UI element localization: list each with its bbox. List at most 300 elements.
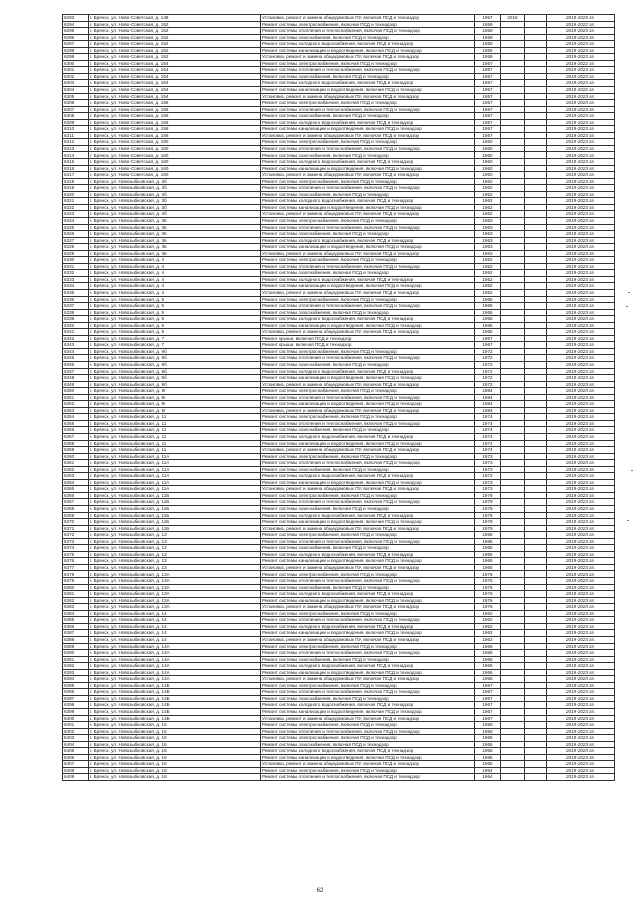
period-cell: 2019-2023 гг.: [547, 748, 615, 755]
row-number-cell: 6295: [63, 28, 89, 35]
period-cell: 2019-2023 гг.: [547, 407, 615, 414]
work-type-cell: Установка, ремонт и замена общедомовых ПУ, включая ПСД и технадзор: [261, 676, 475, 683]
address-cell: г. Брянск, ул. Новозыбковская, д. 14: [89, 610, 261, 617]
work-type-cell: Ремонт системы электроснабжения, включая ПСД и технадзор: [261, 388, 475, 395]
period-cell: 2019-2023 гг.: [547, 591, 615, 598]
period-cell: 2019-2023 гг.: [547, 159, 615, 166]
period-cell: 2019-2023 гг.: [547, 381, 615, 388]
row-number-cell: 6398: [63, 702, 89, 709]
work-type-cell: Ремонт крыши, включая ПСД и технадзор: [261, 335, 475, 342]
address-cell: г. Брянск, ул. Новозыбковская, д. 14: [89, 617, 261, 624]
build-year-cell: 1959: [475, 54, 501, 61]
work-type-cell: Ремонт системы канализации и водоотведения, включая ПСД и технадзор: [261, 440, 475, 447]
work-type-cell: Установка, ремонт и замена общедомовых ПУ, включая ПСД и технадзор: [261, 54, 475, 61]
address-cell: г. Брянск, ул. Новозыбковская, д. 9г: [89, 401, 261, 408]
work-type-cell: Ремонт системы канализации и водоотведения, включая ПСД и технадзор: [261, 244, 475, 251]
period-cell: 2019-2023 гг.: [547, 532, 615, 539]
row-number-cell: 6300: [63, 60, 89, 67]
row-number-cell: 6359: [63, 447, 89, 454]
work-type-cell: Ремонт системы электроснабжения, включая ПСД и технадзор: [261, 492, 475, 499]
row-number-cell: 6348: [63, 375, 89, 382]
address-cell: г. Брянск, ул. Новозыбковская, д. 4: [89, 276, 261, 283]
period-cell: 2019-2023 гг.: [547, 623, 615, 630]
period-cell: 2019-2023 гг.: [547, 145, 615, 152]
address-cell: г. Брянск, ул. Новозыбковская, д. 14: [89, 623, 261, 630]
work-type-cell: Установка, ремонт и замена общедомовых ПУ, включая ПСД и технадзор: [261, 604, 475, 611]
build-year-cell: 1963: [475, 231, 501, 238]
work-type-cell: Ремонт системы канализации и водоотведения, включая ПСД и технадзор: [261, 401, 475, 408]
period-cell: 2019-2023 гг.: [547, 643, 615, 650]
period-cell: 2019-2023 гг.: [547, 342, 615, 349]
row-number-cell: 6335: [63, 289, 89, 296]
address-cell: г. Брянск, ул. Новозыбковская, д. 14Б: [89, 708, 261, 715]
build-year-cell: 1966: [475, 650, 501, 657]
address-cell: г. Брянск, ул. Новозыбковская, д. 11А: [89, 466, 261, 473]
work-type-cell: Ремонт системы отопления и теплоснабжения, включая ПСД и технадзор: [261, 303, 475, 310]
address-cell: г. Брянск, ул. Новозыбковская, д. 14Б: [89, 689, 261, 696]
work-type-cell: Ремонт системы канализации и водоотведения, включая ПСД и технадзор: [261, 558, 475, 565]
build-year-cell: 1962: [475, 623, 501, 630]
row-number-cell: 6382: [63, 597, 89, 604]
repair-schedule-table: [62, 14, 615, 781]
row-number-cell: 6334: [63, 283, 89, 290]
work-type-cell: Установка, ремонт и замена общедомовых ПУ, включая ПСД и технадзор: [261, 289, 475, 296]
address-cell: г. Брянск, ул. Ново-Советская, д. 156: [89, 100, 261, 107]
address-cell: г. Брянск, ул. Новозыбковская, д. 7: [89, 342, 261, 349]
period-cell: 2019-2023 гг.: [547, 283, 615, 290]
address-cell: г. Брянск, ул. Новозыбковская, д. 7: [89, 335, 261, 342]
build-year-cell: 1967: [475, 708, 501, 715]
address-cell: г. Брянск, ул. Новозыбковская, д. 11Б: [89, 512, 261, 519]
build-year-cell: 1957: [475, 106, 501, 113]
address-cell: г. Брянск, ул. Новозыбковская, д. 14А: [89, 676, 261, 683]
work-type-cell: Ремонт системы электроснабжения, включая ПСД и технадзор: [261, 217, 475, 224]
period-cell: 2019-2023 гг.: [547, 617, 615, 624]
period-cell: 2019-2023 гг.: [547, 375, 615, 382]
address-cell: г. Брянск, ул. Новозыбковская, д. 16: [89, 754, 261, 761]
address-cell: г. Брянск, ул. Новозыбковская, д. 13А: [89, 597, 261, 604]
row-number-cell: 6304: [63, 87, 89, 94]
build-year-cell: 1958: [475, 722, 501, 729]
work-type-cell: Ремонт системы газоснабжения, включая ПСД и технадзор: [261, 270, 475, 277]
address-cell: г. Брянск, ул. Новозыбковская, д. 3б: [89, 204, 261, 211]
row-number-cell: 6326: [63, 231, 89, 238]
address-cell: г. Брянск, ул. Новозыбковская, д. 3б: [89, 191, 261, 198]
work-type-cell: Ремонт системы электроснабжения, включая ПСД и технадзор: [261, 100, 475, 107]
build-year-cell: 1974: [475, 414, 501, 421]
period-cell: 2019-2023 гг.: [547, 774, 615, 781]
period-cell: 2019-2023 гг.: [547, 250, 615, 257]
row-number-cell: 6336: [63, 296, 89, 303]
address-cell: г. Брянск, ул. Новозыбковская, д. 5: [89, 322, 261, 329]
period-cell: 2019-2023 гг.: [547, 185, 615, 192]
build-year-cell: 1952: [475, 283, 501, 290]
row-number-cell: 6357: [63, 434, 89, 441]
work-type-cell: Ремонт системы отопления и теплоснабжения, включая ПСД и технадзор: [261, 578, 475, 585]
build-year-cell: 1965: [475, 735, 501, 742]
work-type-cell: Ремонт системы электроснабжения, включая ПСД и технадзор: [261, 532, 475, 539]
work-type-cell: Ремонт системы отопления и теплоснабжения, включая ПСД и технадзор: [261, 67, 475, 74]
period-cell: 2019-2023 гг.: [547, 741, 615, 748]
build-year-cell: 1962: [475, 617, 501, 624]
address-cell: г. Брянск, ул. Новозыбковская, д. 4: [89, 283, 261, 290]
address-cell: г. Брянск, ул. Новозыбковская, д. 11Б: [89, 499, 261, 506]
period-cell: 2019-2023 гг.: [547, 348, 615, 355]
row-number-cell: 6330: [63, 257, 89, 264]
work-type-cell: Ремонт системы отопления и теплоснабжения, включая ПСД и технадзор: [261, 650, 475, 657]
work-type-cell: Ремонт системы холодного водоснабжения, включая ПСД и технадзор: [261, 512, 475, 519]
address-cell: г. Брянск, ул. Новозыбковская, д. 11А: [89, 486, 261, 493]
address-cell: г. Брянск, ул. Новозыбковская, д. 3б: [89, 198, 261, 205]
period-cell: 2019-2023 гг.: [547, 676, 615, 683]
row-number-cell: 6396: [63, 689, 89, 696]
build-year-cell: 1957: [475, 80, 501, 87]
period-cell: 2019-2023 гг.: [547, 237, 615, 244]
address-cell: г. Брянск, ул. Новозыбковская, д. 3б: [89, 178, 261, 185]
work-type-cell: Ремонт системы канализации и водоотведения, включая ПСД и технадзор: [261, 519, 475, 526]
period-cell: 2019-2023 гг.: [547, 191, 615, 198]
row-number-cell: 6353: [63, 407, 89, 414]
work-type-cell: Ремонт системы холодного водоснабжения, включая ПСД и технадзор: [261, 80, 475, 87]
work-type-cell: Ремонт системы канализации и водоотведения, включая ПСД и технадзор: [261, 322, 475, 329]
address-cell: г. Брянск, ул. Новозыбковская, д. 13: [89, 564, 261, 571]
address-cell: г. Брянск, ул. Новозыбковская, д. 9г: [89, 407, 261, 414]
build-year-cell: 1957: [475, 73, 501, 80]
row-number-cell: 6366: [63, 492, 89, 499]
period-cell: 2019-2023 гг.: [547, 695, 615, 702]
build-year-cell: 1962: [475, 198, 501, 205]
period-cell: 2019-2023 гг.: [547, 217, 615, 224]
work-type-cell: Ремонт системы отопления и теплоснабжения, включая ПСД и технадзор: [261, 774, 475, 781]
row-number-cell: 6350: [63, 388, 89, 395]
period-cell: 2019-2023 гг.: [547, 54, 615, 61]
address-cell: г. Брянск, ул. Новозыбковская, д. 14: [89, 630, 261, 637]
build-year-cell: 1973: [475, 466, 501, 473]
address-cell: г. Брянск, ул. Новозыбковская, д. 4: [89, 289, 261, 296]
row-number-cell: 6390: [63, 650, 89, 657]
address-cell: г. Брянск, ул. Новозыбковская, д. 13: [89, 532, 261, 539]
build-year-cell: 1957: [475, 132, 501, 139]
build-year-cell: 1957: [475, 15, 501, 22]
row-number-cell: 6403: [63, 735, 89, 742]
period-cell: 2019-2023 гг.: [547, 722, 615, 729]
work-type-cell: Ремонт системы холодного водоснабжения, включая ПСД и технадзор: [261, 159, 475, 166]
address-cell: г. Брянск, ул. Новозыбковская, д. 16: [89, 761, 261, 768]
build-year-cell: 1979: [475, 512, 501, 519]
period-cell: 2019-2023 гг.: [547, 67, 615, 74]
work-type-cell: Ремонт системы электроснабжения, включая ПСД и технадзор: [261, 21, 475, 28]
address-cell: г. Брянск, ул. Новозыбковская, д. 13: [89, 558, 261, 565]
build-year-cell: 1972: [475, 355, 501, 362]
build-year-cell: 1967: [475, 335, 501, 342]
address-cell: г. Брянск, ул. Новозыбковская, д. 14А: [89, 669, 261, 676]
row-number-cell: 6371: [63, 525, 89, 532]
row-number-cell: 6329: [63, 250, 89, 257]
row-number-cell: 6362: [63, 466, 89, 473]
address-cell: г. Брянск, ул. Новозыбковская, д. 5: [89, 316, 261, 323]
period-cell: 2019-2023 гг.: [547, 270, 615, 277]
work-type-cell: Установка, ремонт и замена общедомовых ПУ, включая ПСД и технадзор: [261, 486, 475, 493]
address-cell: г. Брянск, ул. Новозыбковская, д. 14: [89, 636, 261, 643]
build-year-cell: 1957: [475, 126, 501, 133]
work-type-cell: Ремонт системы отопления и теплоснабжения, включая ПСД и технадзор: [261, 728, 475, 735]
build-year-cell: 1974: [475, 434, 501, 441]
address-cell: г. Брянск, ул. Ново-Советская, д. 160: [89, 152, 261, 159]
row-number-cell: 6402: [63, 728, 89, 735]
period-cell: 2019-2023 гг.: [547, 682, 615, 689]
address-cell: г. Брянск, ул. Ново-Советская, д. 160: [89, 139, 261, 146]
period-cell: 2019-2023 гг.: [547, 296, 615, 303]
period-cell: 2019-2023 гг.: [547, 473, 615, 480]
row-number-cell: 6324: [63, 217, 89, 224]
period-cell: 2019-2023 гг.: [547, 276, 615, 283]
period-cell: 2019-2023 гг.: [547, 545, 615, 552]
address-cell: г. Брянск, ул. Новозыбковская, д. 16: [89, 741, 261, 748]
period-cell: 2019-2023 гг.: [547, 728, 615, 735]
period-cell: 2019-2023 гг.: [547, 427, 615, 434]
work-type-cell: Ремонт системы газоснабжения, включая ПСД и технадзор: [261, 427, 475, 434]
address-cell: г. Брянск, ул. Новозыбковская, д. 14А: [89, 650, 261, 657]
address-cell: г. Брянск, ул. Ново-Советская, д. 156: [89, 113, 261, 120]
row-number-cell: 6407: [63, 761, 89, 768]
work-type-cell: Ремонт системы газоснабжения, включая ПСД и технадзор: [261, 545, 475, 552]
address-cell: г. Брянск, ул. Новозыбковская, д. 9б: [89, 381, 261, 388]
work-type-cell: Установка, ремонт и замена общедомовых ПУ, включая ПСД и технадзор: [261, 132, 475, 139]
build-year-cell: 1957: [475, 119, 501, 126]
period-cell: 2019-2023 гг.: [547, 499, 615, 506]
row-number-cell: 6328: [63, 244, 89, 251]
row-number-cell: 6352: [63, 401, 89, 408]
build-year-cell: 1960: [475, 159, 501, 166]
build-year-cell: 1964: [475, 774, 501, 781]
work-type-cell: Ремонт системы электроснабжения, включая ПСД и технадзор: [261, 139, 475, 146]
period-cell: 2019-2023 гг.: [547, 558, 615, 565]
row-number-cell: 6376: [63, 558, 89, 565]
work-type-cell: Ремонт системы газоснабжения, включая ПСД и технадзор: [261, 231, 475, 238]
address-cell: г. Брянск, ул. Новозыбковская, д. 3б: [89, 185, 261, 192]
build-year-cell: 1973: [475, 460, 501, 467]
row-number-cell: 6387: [63, 630, 89, 637]
period-cell: 2019-2023 гг.: [547, 715, 615, 722]
row-number-cell: 6316: [63, 165, 89, 172]
row-number-cell: 6317: [63, 172, 89, 179]
period-cell: 2019-2023 гг.: [547, 316, 615, 323]
build-year-cell: 1984: [475, 394, 501, 401]
address-cell: г. Брянск, ул. Новозыбковская, д. 13: [89, 538, 261, 545]
address-cell: г. Брянск, ул. Новозыбковская, д. 9г: [89, 394, 261, 401]
work-type-cell: Ремонт системы холодного водоснабжения, включая ПСД и технадзор: [261, 591, 475, 598]
build-year-cell: 1962: [475, 204, 501, 211]
address-cell: г. Брянск, ул. Новозыбковская, д. 3б: [89, 211, 261, 218]
work-type-cell: Ремонт системы холодного водоснабжения, включая ПСД и технадзор: [261, 198, 475, 205]
period-cell: 2019-2023 гг.: [547, 401, 615, 408]
period-cell: 2019-2023 гг.: [547, 231, 615, 238]
row-number-cell: 6349: [63, 381, 89, 388]
row-number-cell: 6389: [63, 643, 89, 650]
address-cell: г. Брянск, ул. Ново-Советская, д. 152: [89, 54, 261, 61]
build-year-cell: 1976: [475, 584, 501, 591]
address-cell: г. Брянск, ул. Ново-Советская, д. 154: [89, 67, 261, 74]
work-type-cell: Ремонт системы электроснабжения, включая ПСД и технадзор: [261, 682, 475, 689]
work-type-cell: Ремонт системы канализации и водоотведения, включая ПСД и технадзор: [261, 375, 475, 382]
row-number-cell: 6360: [63, 453, 89, 460]
build-year-cell: 1976: [475, 604, 501, 611]
row-number-cell: 6296: [63, 34, 89, 41]
period-cell: 2019-2022 гг.: [547, 87, 615, 94]
table-row: [63, 774, 615, 781]
work-type-cell: Ремонт системы электроснабжения, включая ПСД и технадзор: [261, 296, 475, 303]
address-cell: г. Брянск, ул. Новозыбковская, д. 3в: [89, 217, 261, 224]
address-cell: г. Брянск, ул. Ново-Советская, д. 154: [89, 73, 261, 80]
build-year-cell: 1957: [475, 113, 501, 120]
build-year-cell: 1963: [475, 250, 501, 257]
period-cell: 2019-2023 гг.: [547, 303, 615, 310]
row-number-cell: 6394: [63, 676, 89, 683]
row-number-cell: 6315: [63, 159, 89, 166]
address-cell: г. Брянск, ул. Новозыбковская, д. 11А: [89, 460, 261, 467]
build-year-cell: 1965: [475, 558, 501, 565]
build-year-cell: 1959: [475, 21, 501, 28]
row-number-cell: 6297: [63, 41, 89, 48]
address-cell: г. Брянск, ул. Новозыбковская, д. 3в: [89, 224, 261, 231]
period-cell: 2019-2023 гг.: [547, 761, 615, 768]
address-cell: г. Брянск, ул. Новозыбковская, д. 11: [89, 440, 261, 447]
period-cell: 2019-2023 гг.: [547, 708, 615, 715]
build-year-cell: 1984: [475, 407, 501, 414]
row-number-cell: 6377: [63, 564, 89, 571]
address-cell: г. Брянск, ул. Ново-Советская, д. 152: [89, 34, 261, 41]
row-number-cell: 6301: [63, 67, 89, 74]
work-type-cell: Установка, ремонт и замена общедомовых ПУ, включая ПСД и технадзор: [261, 381, 475, 388]
address-cell: г. Брянск, ул. Ново-Советская, д. 154: [89, 80, 261, 87]
period-cell: 2019-2023 гг.: [547, 434, 615, 441]
address-cell: г. Брянск, ул. Новозыбковская, д. 14А: [89, 643, 261, 650]
address-cell: г. Брянск, ул. Новозыбковская, д. 11А: [89, 473, 261, 480]
period-cell: 2019-2023 гг.: [547, 525, 615, 532]
work-type-cell: Ремонт системы электроснабжения, включая ПСД и технадзор: [261, 610, 475, 617]
work-type-cell: Ремонт системы газоснабжения, включая ПСД и технадзор: [261, 506, 475, 513]
period-cell: 2019-2023 гг.: [547, 309, 615, 316]
row-number-cell: 6369: [63, 512, 89, 519]
row-number-cell: 6307: [63, 106, 89, 113]
build-year-cell: 1957: [475, 87, 501, 94]
address-cell: г. Брянск, ул. Новозыбковская, д. 4: [89, 257, 261, 264]
period-cell: 2019-2023 гг.: [547, 132, 615, 139]
period-cell: 2019-2023 гг.: [547, 198, 615, 205]
row-number-cell: 6343: [63, 342, 89, 349]
build-year-cell: 1959: [475, 41, 501, 48]
period-cell: 2019-2023 гг.: [547, 571, 615, 578]
build-year-cell: 1960: [475, 165, 501, 172]
build-year-cell: 1952: [475, 263, 501, 270]
repair-year-cell: 2018: [501, 15, 525, 22]
period-cell: 2019-2023 гг.: [547, 460, 615, 467]
address-cell: г. Брянск, ул. Новозыбковская, д. 14Б: [89, 702, 261, 709]
period-cell: 2019-2023 гг.: [547, 506, 615, 513]
address-cell: г. Брянск, ул. Ново-Советская, д. 148: [89, 15, 261, 22]
build-year-cell: 1972: [475, 368, 501, 375]
row-number-cell: 6399: [63, 708, 89, 715]
row-number-cell: 6379: [63, 578, 89, 585]
address-cell: г. Брянск, ул. Ново-Советская, д. 152: [89, 21, 261, 28]
scan-speck: [628, 292, 630, 293]
row-number-cell: 6340: [63, 322, 89, 329]
row-number-cell: 6355: [63, 420, 89, 427]
build-year-cell: 1952: [475, 257, 501, 264]
build-year-cell: 1979: [475, 506, 501, 513]
period-cell: 2019-2023 гг.: [547, 610, 615, 617]
build-year-cell: 1967: [475, 695, 501, 702]
row-number-cell: 6383: [63, 604, 89, 611]
row-number-cell: 6318: [63, 178, 89, 185]
build-year-cell: 1967: [475, 702, 501, 709]
row-number-cell: 6363: [63, 473, 89, 480]
period-cell: 2019-2023 гг.: [547, 689, 615, 696]
work-type-cell: Установка, ремонт и замена общедомовых ПУ, включая ПСД и технадзор: [261, 761, 475, 768]
work-type-cell: Ремонт системы электроснабжения, включая ПСД и технадзор: [261, 348, 475, 355]
period-cell: 2019-2023 гг.: [547, 165, 615, 172]
build-year-cell: 1958: [475, 728, 501, 735]
row-number-cell: 6347: [63, 368, 89, 375]
build-year-cell: 1959: [475, 28, 501, 35]
repair-year-cell: [501, 774, 525, 781]
build-year-cell: 1965: [475, 748, 501, 755]
work-type-cell: Ремонт системы канализации и водоотведения, включая ПСД и технадзор: [261, 165, 475, 172]
row-number-cell: 6361: [63, 460, 89, 467]
build-year-cell: 1976: [475, 578, 501, 585]
row-number-cell: 6303: [63, 80, 89, 87]
address-cell: г. Брянск, ул. Новозыбковская, д. 5: [89, 309, 261, 316]
period-cell: 2019-2023 гг.: [547, 551, 615, 558]
row-number-cell: 6404: [63, 741, 89, 748]
period-cell: 2019-2023 гг.: [547, 47, 615, 54]
build-year-cell: 1972: [475, 348, 501, 355]
build-year-cell: 1984: [475, 388, 501, 395]
row-number-cell: 6354: [63, 414, 89, 421]
page-number: 62: [316, 888, 324, 894]
work-type-cell: Ремонт системы отопления и теплоснабжения, включая ПСД и технадзор: [261, 224, 475, 231]
row-number-cell: 6380: [63, 584, 89, 591]
address-cell: г. Брянск, ул. Ново-Советская, д. 154: [89, 93, 261, 100]
period-cell: 2019-2025 гг.: [547, 15, 615, 22]
row-number-cell: 6391: [63, 656, 89, 663]
address-cell: г. Брянск, ул. Новозыбковская, д. 11: [89, 447, 261, 454]
address-cell: г. Брянск, ул. Новозыбковская, д. 11Б: [89, 519, 261, 526]
build-year-cell: 1964: [475, 767, 501, 774]
row-number-cell: 6384: [63, 610, 89, 617]
work-type-cell: Установка, ремонт и замена общедомовых ПУ, включая ПСД и технадзор: [261, 407, 475, 414]
row-number-cell: 6372: [63, 532, 89, 539]
address-cell: г. Брянск, ул. Ново-Советская, д. 156: [89, 132, 261, 139]
period-cell: 2019-2023 гг.: [547, 512, 615, 519]
address-cell: г. Брянск, ул. Новозыбковская, д. 11: [89, 420, 261, 427]
build-year-cell: 1963: [475, 224, 501, 231]
period-cell: 2019-2023 гг.: [547, 466, 615, 473]
work-type-cell: Ремонт системы отопления и теплоснабжения, включая ПСД и технадзор: [261, 460, 475, 467]
build-year-cell: 1965: [475, 532, 501, 539]
build-year-cell: 1957: [475, 100, 501, 107]
address-cell: г. Брянск, ул. Новозыбковская, д. 9б: [89, 375, 261, 382]
work-type-cell: Ремонт системы газоснабжения, включая ПСД и технадзор: [261, 695, 475, 702]
row-number-cell: 6386: [63, 623, 89, 630]
address-cell: г. Брянск, ул. Новозыбковская, д. 9б: [89, 355, 261, 362]
row-number-cell: 6351: [63, 394, 89, 401]
row-number-cell: 6323: [63, 211, 89, 218]
build-year-cell: 1957: [475, 93, 501, 100]
build-year-cell: 1974: [475, 427, 501, 434]
period-cell: 2019-2023 гг.: [547, 479, 615, 486]
row-number-cell: 6368: [63, 506, 89, 513]
